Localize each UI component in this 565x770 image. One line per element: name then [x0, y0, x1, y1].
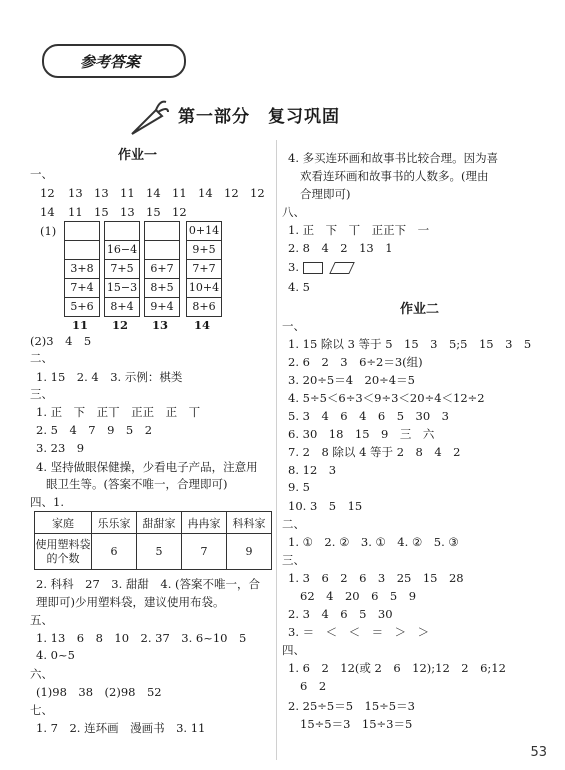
- hw1-s3-item-1: 1. 正 下 正丅 正正 正 丅: [36, 405, 201, 419]
- hw1-section-6-label: 六、: [30, 667, 53, 681]
- hw2-section-2-label: 二、: [282, 517, 305, 531]
- hw2-item-3: 3. 20÷5＝4 20÷4＝5: [288, 373, 415, 387]
- hw2-item-5: 5. 3 4 6 4 6 5 30 3: [288, 409, 449, 423]
- hw1-section-3-label: 三、: [30, 387, 53, 401]
- hw1-s6-text: (1)98 38 (2)98 52: [36, 685, 162, 699]
- hw1-s5-item-1: 1. 13 6 8 10 2. 37 3. 6~10 5: [36, 631, 247, 645]
- hw2-s4-item-2: 2. 25÷5＝5 15÷5＝3: [288, 699, 415, 713]
- hw1-s3-item-3: 3. 23 9: [36, 441, 85, 455]
- hw2-s3-item-1b: 62 4 20 6 5 9: [300, 589, 417, 603]
- homework-2-title: 作业二: [400, 302, 440, 317]
- hw1-s3-item-2: 2. 5 4 7 9 5 2: [36, 423, 153, 437]
- hw1-section-4-label: 四、1.: [30, 495, 64, 509]
- right-s8-item-1: 1. 正 下 丅 正正下 一: [288, 223, 430, 237]
- hw1-s4-item-2b: 理即可)少用塑料袋，建议使用布袋。: [36, 595, 225, 609]
- hw2-section-1-label: 一、: [282, 319, 305, 333]
- right-item-4c: 合理即可): [300, 187, 351, 201]
- parallelogram-icon: [329, 262, 355, 274]
- hw1-s1-row2: 14 11 15 13 15 12: [40, 205, 187, 219]
- hw2-section-2-text: 1. ① 2. ② 3. ① 4. ② 5. ③: [288, 535, 459, 549]
- hw2-item-4: 4. 5÷5＜6÷3＜9÷3＜20÷4＜12÷2: [288, 391, 485, 405]
- hw2-item-7: 7. 2 8 除以 4 等于 2 8 4 2: [288, 445, 461, 459]
- hw2-item-10: 10. 3 5 15: [288, 499, 363, 513]
- right-s8-item-2: 2. 8 4 2 13 1: [288, 241, 393, 255]
- carrot-icon: [126, 96, 170, 140]
- table-cell: 9: [227, 534, 272, 570]
- stack-col-totals: 11 12 13 14: [72, 318, 211, 332]
- hw1-section-2-label: 二、: [30, 351, 53, 365]
- stack-col-4: 0+14 9+5 7+7 10+4 8+6: [186, 222, 222, 317]
- table-cell: 6: [92, 534, 137, 570]
- stack-col-3: 6+7 8+5 9+4: [144, 222, 180, 317]
- hw1-section-7-label: 七、: [30, 703, 53, 717]
- stack-col-1: 3+8 7+4 5+6: [64, 222, 100, 317]
- rectangle-icon: [303, 262, 323, 274]
- section-title: 第一部分 复习巩固: [178, 107, 340, 127]
- table-header: 冉冉家: [182, 512, 227, 534]
- hw2-item-8: 8. 12 3: [288, 463, 337, 477]
- hw2-s4-item-1a: 1. 6 2 12(或 2 6 12);12 2 6;12: [288, 661, 506, 675]
- hw1-s1-row1: 12 13 13 11 14 11 14 12 12: [40, 186, 265, 200]
- page-number: 53: [530, 745, 547, 760]
- hw1-section-5-label: 五、: [30, 613, 53, 627]
- hw2-item-6: 6. 30 18 15 9 三 六: [288, 427, 435, 441]
- hw2-item-1: 1. 15 除以 3 等于 5 15 3 5;5 15 3 5: [288, 337, 532, 351]
- hw1-section-1-label: 一、: [30, 167, 53, 181]
- hw1-s1-paren-label: (1): [40, 224, 57, 238]
- table-header: 乐乐家: [92, 512, 137, 534]
- hw2-item-2: 2. 6 2 3 6÷2＝3(组): [288, 355, 423, 369]
- plastic-bag-table: [34, 511, 272, 570]
- hw2-s4-item-1b: 6 2: [300, 679, 327, 693]
- table-header: 家庭: [35, 512, 92, 534]
- hw2-section-4-label: 四、: [282, 643, 305, 657]
- answer-header-label: 参考答案: [80, 53, 141, 71]
- stack-col-2: 16−4 7+5 15−3 8+4: [104, 222, 140, 317]
- answer-header-box: [42, 44, 186, 78]
- right-s8-item-4: 4. 5: [288, 280, 310, 294]
- hw1-s5-item-4: 4. 0~5: [36, 648, 75, 662]
- hw2-s3-item-1a: 1. 3 6 2 6 3 25 15 28: [288, 571, 464, 585]
- right-item-4a: 4. 多买连环画和故事书比较合理。因为喜: [288, 151, 499, 165]
- hw2-s3-item-3: 3. ＝ ＜ ＜ ＝ ＞ ＞: [288, 625, 430, 639]
- table-row-label: 使用塑料袋的个数: [35, 534, 92, 570]
- hw1-s3-item-4b: 眼卫生等。(答案不唯一，合理即可): [46, 477, 228, 491]
- table-cell: 5: [137, 534, 182, 570]
- hw1-s1-item-2: (2)3 4 5: [30, 334, 92, 348]
- table-cell: 7: [182, 534, 227, 570]
- hw1-s7-text: 1. 7 2. 连环画 漫画书 3. 11: [36, 721, 206, 735]
- hw2-item-9: 9. 5: [288, 480, 310, 494]
- hw1-s4-item-2a: 2. 科科 27 3. 甜甜 4. (答案不唯一，合: [36, 577, 261, 591]
- hw1-section-2-text: 1. 15 2. 4 3. 示例：棋类: [36, 370, 183, 384]
- right-section-8-label: 八、: [282, 205, 305, 219]
- hw2-s4-item-3: 15÷5＝3 15÷3＝5: [300, 717, 413, 731]
- right-s8-item-3: 3.: [288, 260, 352, 274]
- hw1-s3-item-4a: 4. 坚持做眼保健操，少看电子产品，注意用: [36, 460, 258, 474]
- table-header: 甜甜家: [137, 512, 182, 534]
- column-divider: [276, 140, 277, 760]
- table-header: 科科家: [227, 512, 272, 534]
- homework-1-title: 作业一: [118, 148, 158, 163]
- hw2-section-3-label: 三、: [282, 553, 305, 567]
- hw2-s3-item-2: 2. 3 4 6 5 30: [288, 607, 393, 621]
- right-item-4b: 欢看连环画和故事书的人数多。(理由: [300, 169, 489, 183]
